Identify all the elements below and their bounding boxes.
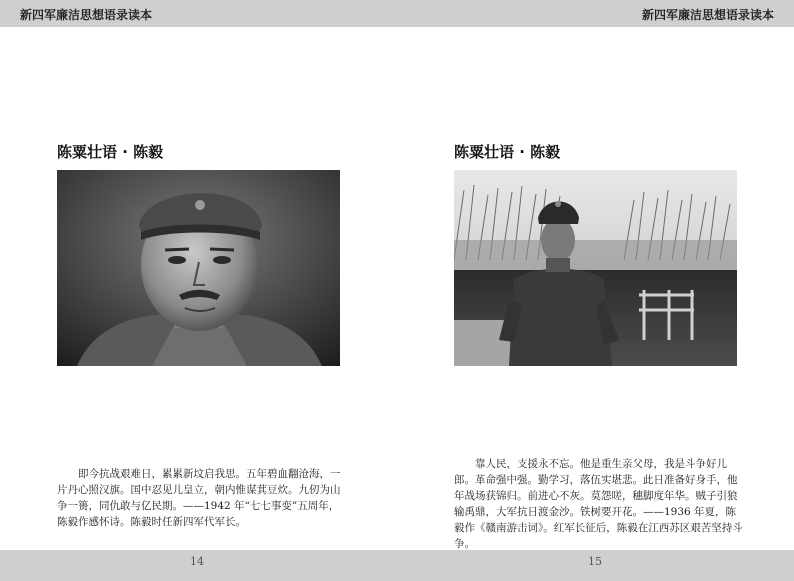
- right-caption: [454, 456, 746, 552]
- left-caption-text: 即今抗战艰难日，累累新坟启我思。五年碧血翻沧海，一片丹心照汉旗。国中忍见儿皇立，朝内惟谋萁豆炊。九仞为山争一篑，同仇敢与亿民期。——1942 年“七七事变”五周年，陈毅作感怀诗。陈毅时任新四军代军长。: [57, 468, 341, 528]
- header-right-title: 新四军廉洁思想语录读本: [641, 8, 774, 22]
- footer-bar: [0, 550, 794, 581]
- left-portrait-photo: [57, 170, 340, 366]
- right-page-title: 陈粟壮语 · 陈毅: [454, 143, 561, 161]
- right-page-number: 15: [588, 555, 602, 568]
- left-page-title: 陈粟壮语 · 陈毅: [57, 143, 164, 161]
- left-page-number: 14: [190, 555, 204, 568]
- header-left-title: 新四军廉洁思想语录读本: [20, 8, 153, 22]
- right-standing-photo: [454, 170, 737, 366]
- left-caption: [57, 466, 347, 530]
- right-caption-text: 靠人民，支援永不忘。他是重生亲父母，我是斗争好儿郎。革命强中强。勤学习，落伍实堪悲。此日准备好身手，他年战场获锦归。前进心不灰。莫怨嗟，穗脚度年华。贼子引狼输禹鼎，大军抗日渡金沙。铁树要开花。——1936 年夏，陈毅作《赣南游击词》。红军长征后，陈毅在江西苏区艰苦坚持斗争。: [454, 458, 743, 550]
